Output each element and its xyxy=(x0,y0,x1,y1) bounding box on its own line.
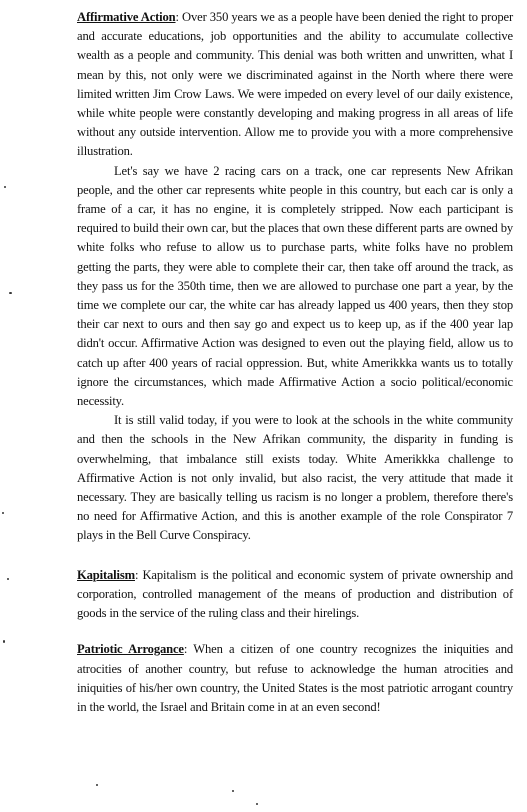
scan-speck xyxy=(256,803,258,805)
kapitalism-paragraph xyxy=(77,566,513,624)
patriotic-arrogance-colon: : xyxy=(183,642,188,657)
kapitalism-text: Kapitalism is the political and economic system of private ownership and corporation, controlled management of the means of production and distribution of goods in the service of the ruling class and their hirelings. xyxy=(77,567,513,621)
patriotic-arrogance-term: Patriotic Arrogance xyxy=(77,642,184,657)
affirmative-action-intro: Over 350 years we as a people have been denied the right to proper and accurate educations, job opportunities and the ability to accumulate collective wealth as a people and community. This denial was both written and unwritten, what I mean by this, not only were we discriminated against in the North where there were limited written Jim Crow Laws. We were impeded on every level of our daily existence, while white people were constantly developing and making progress in all areas of life without any outside intervention. Allow me to provide you with a more comprehensive illustration. xyxy=(77,10,513,159)
scan-speck xyxy=(7,578,9,580)
scan-speck xyxy=(4,186,6,188)
scan-speck xyxy=(96,784,98,786)
patriotic-arrogance-text: When a citizen of one country recognizes the iniquities and atrocities of another country, but refuse to acknowledge the human atrocities and iniquities of his/her own country, the United States is the most patriotic arrogant country in the world, the Israel and Britain come in at an even second! xyxy=(77,642,514,714)
document-page xyxy=(77,8,513,717)
affirmative-action-term: Affirmative Action xyxy=(77,10,176,24)
patriotic-arrogance-paragraph xyxy=(77,640,513,717)
school-funding-paragraph: It is still valid today, if you were to look at the schools in the white community and then the schools in the New Afrikan community, the disparity in funding is overwhelming, that imbalance still exists today. White Amerikkka challenge to Affirmative Action is not only invalid, but also racist, the very attitude that made it necessary. They are basically telling us racism is no longer a problem, therefore there's no need for Affirmative Action, and this is another example of the role Conspirator 7 plays in the Bell Curve Conspiracy. xyxy=(77,413,513,543)
affirmative-action-paragraph xyxy=(77,8,513,162)
scan-speck xyxy=(2,512,4,514)
affirmative-action-colon: : xyxy=(175,10,179,24)
kapitalism-term: Kapitalism xyxy=(77,567,135,582)
kapitalism-colon: : xyxy=(134,567,139,582)
scan-speck xyxy=(3,640,5,643)
scan-speck xyxy=(9,292,12,294)
scan-speck xyxy=(232,790,234,792)
racing-cars-paragraph: Let's say we have 2 racing cars on a track, one car represents New Afrikan people, and the other car represents white people in this country, but each car is only a frame of a car, it has no engine, it is completely stripped. Now each participant is required to build their own car, but the places that own these different parts are owned by white folks who refuse to allow us to purchase parts, white folks have no problem getting the parts, they were able to complete their car, then take off around the track, as they pass us for the 350th time, then we are allowed to purchase one part a year, by the time we complete our car, the white car has already lapped us 400 years, then they stop their car next to ours and then say go and expect us to keep up, as if the 400 year lap didn't occur. Affirmative Action was designed to even out the playing field, allow us to catch up after 400 years of racial oppression. But, white Amerikkka wants us to totally ignore the circumstances, which made Affirmative Action a socio political/economic necessity. xyxy=(77,163,513,409)
